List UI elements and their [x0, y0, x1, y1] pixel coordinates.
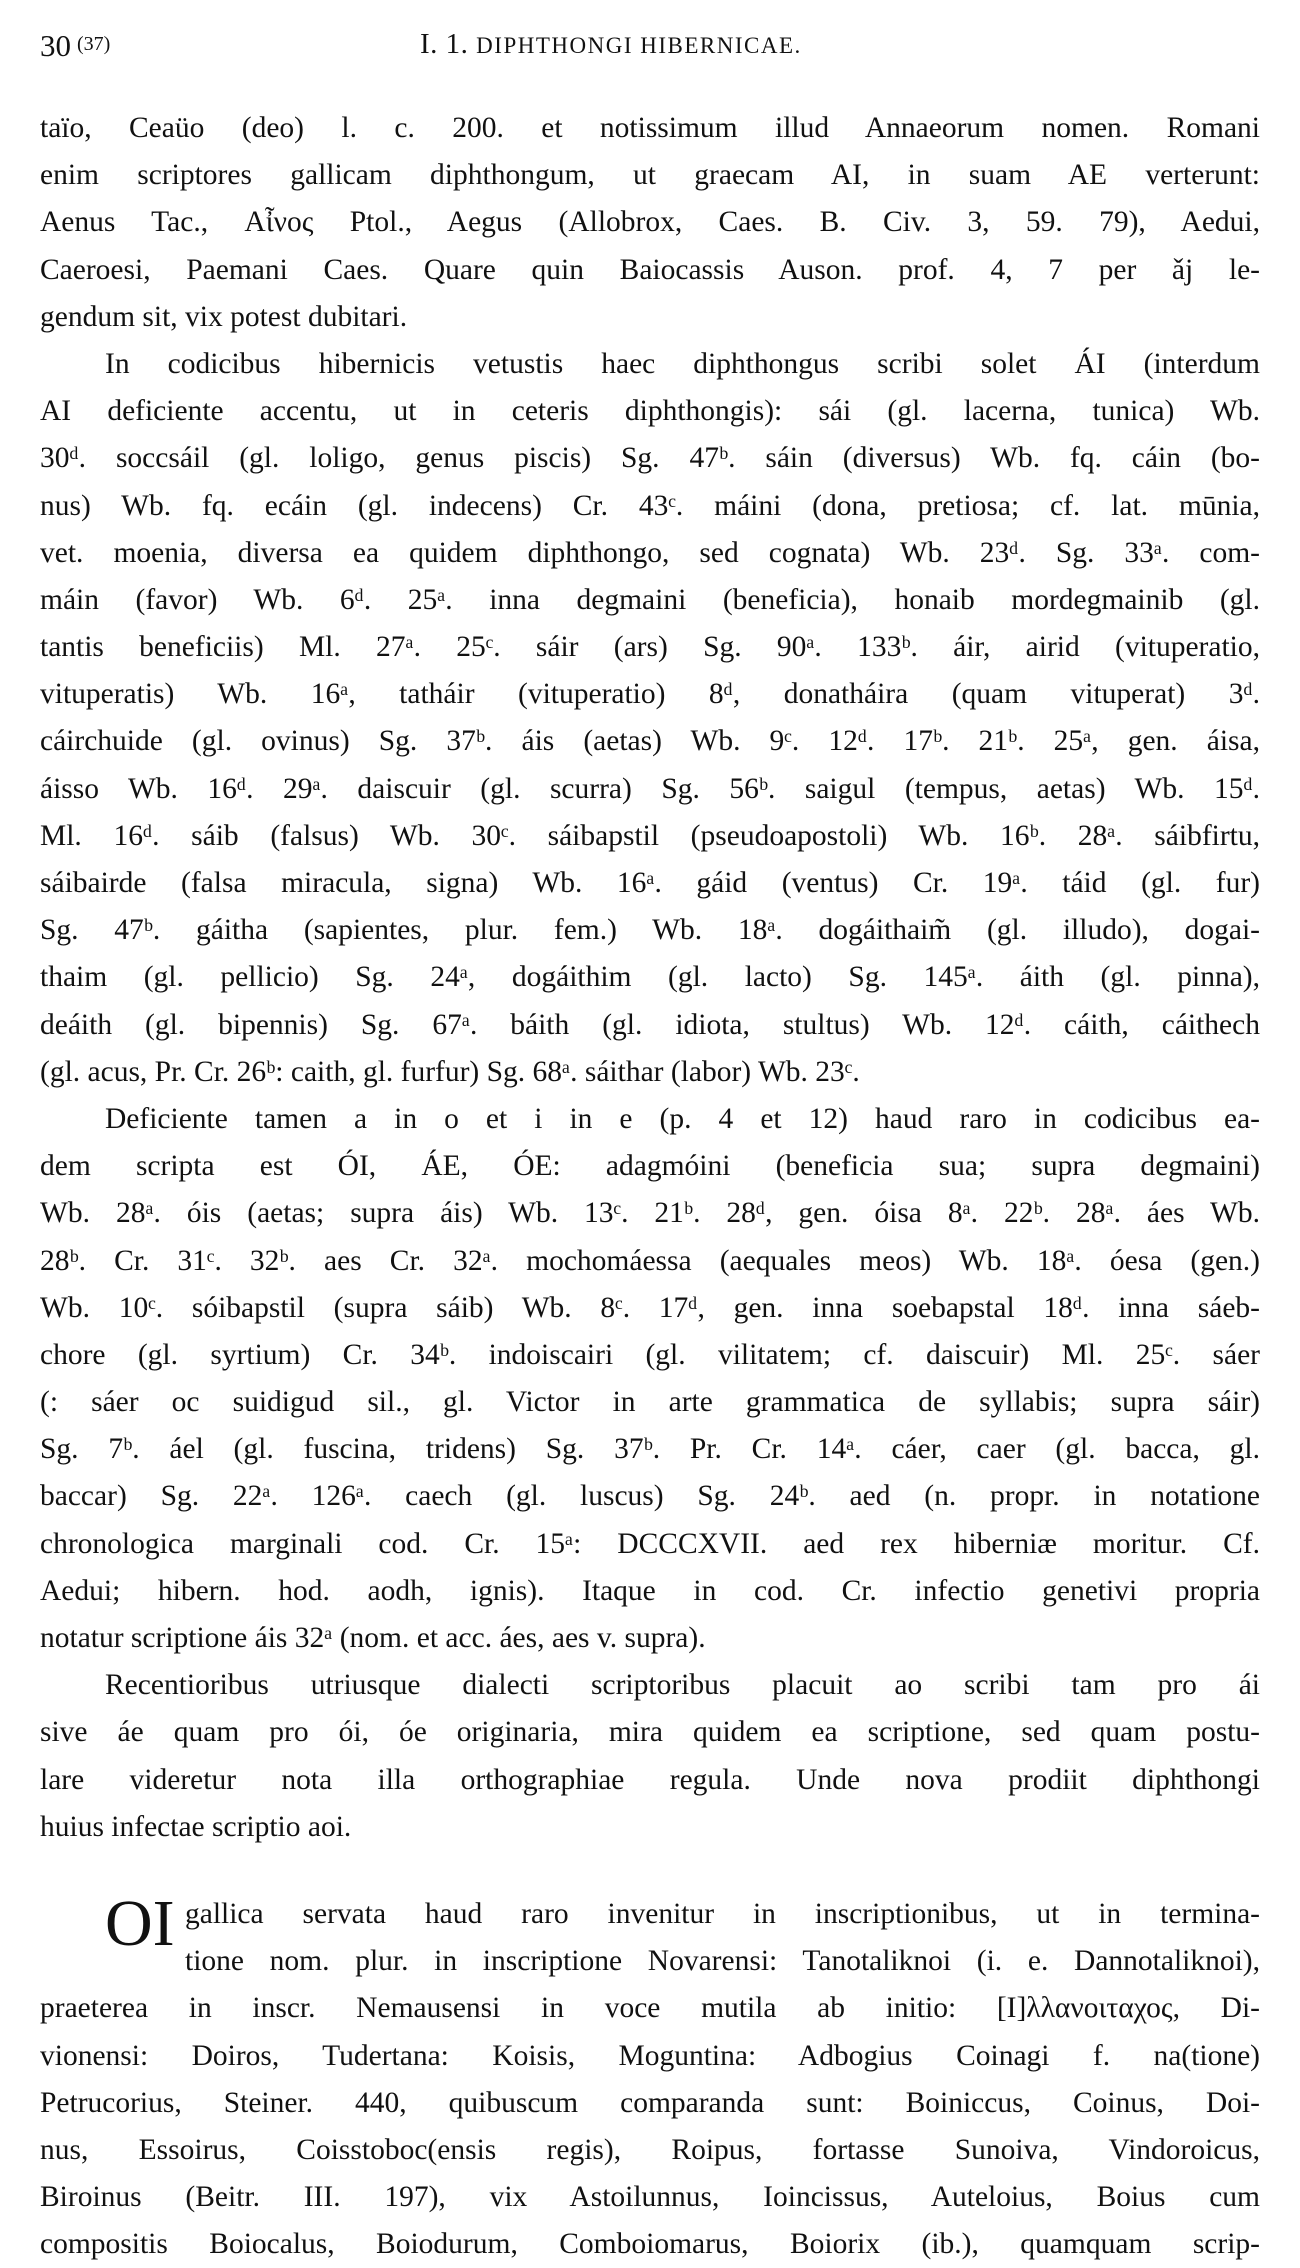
text-line: Aedui; hibern. hod. aodh, ignis). Itaque in cod. Cr. infectio genetivi propria: [40, 1574, 1260, 1607]
text-line: Petrucorius, Steiner. 440, quibuscum comparanda sunt: Boiniccus, Coinus, Doi-: [40, 2086, 1260, 2119]
text-line: Biroinus (Beitr. III. 197), vix Astoilunnus, Ioincissus, Auteloius, Boius cum: [40, 2181, 1260, 2214]
text-line: notatur scriptione áis 32ᵃ (nom. et acc. áes, aes v. supra).: [40, 1622, 706, 1654]
text-line: máin (favor) Wb. 6ᵈ. 25ᵃ. inna degmaini (beneficia), honaib mordegmainib (gl.: [40, 583, 1260, 616]
text-line: lare videretur nota illa orthographiae regula. Unde nova prodiit diphthongi: [40, 1763, 1260, 1796]
oi-lines: [40, 1985, 1260, 2268]
text-line: tione nom. plur. in inscriptione Novarensi: Tanotaliknoi (i. e. Dannotaliknoi),: [185, 1945, 1260, 1978]
text-line: áisso Wb. 16ᵈ. 29ᵃ. daiscuir (gl. scurra) Sg. 56ᵇ. saigul (tempus, aetas) Wb. 15ᵈ.: [40, 772, 1260, 805]
dropcap-heading: OI: [105, 1886, 175, 1960]
body-text: [40, 105, 1260, 2268]
paragraph: [40, 1662, 1260, 1851]
paragraph: [40, 105, 1260, 341]
text-line: Sg. 47ᵇ. gáitha (sapientes, plur. fem.) Wb. 18ᵃ. dogáithaim̃ (gl. illudo), dogai-: [40, 914, 1260, 947]
text-line: taïo, Ceaüo (deo) l. c. 200. et notissimum illud Annaeorum nomen. Romani: [40, 112, 1260, 144]
text-line: huius infectae scriptio aoi.: [40, 1810, 352, 1843]
text-line: praeterea in inscr. Nemausensi in voce mutila ab initio: [Ι]λλανοιταχος, Di-: [40, 1992, 1260, 2025]
paragraphs: [40, 105, 1260, 1851]
page-number-text: 30: [40, 28, 71, 63]
text-line: (gl. acus, Pr. Cr. 26ᵇ: caith, gl. furfur) Sg. 68ᵃ. sáithar (labor) Wb. 23ᶜ.: [40, 1055, 860, 1088]
text-line: dem scripta est ÓI, ÁE, ÓE: adagmóini (beneficia sua; supra degmaini): [40, 1150, 1260, 1183]
page-number: [40, 28, 110, 64]
text-line: Sg. 7ᵇ. áel (gl. fuscina, tridens) Sg. 37ᵇ. Pr. Cr. 14ᵃ. cáer, caer (gl. bacca, gl.: [40, 1433, 1260, 1466]
text-line: Aenus Tac., Αἶνος Ptol., Aegus (Allobrox, Caes. B. Civ. 3, 59. 79), Aedui,: [40, 206, 1260, 239]
text-line: Wb. 28ᵃ. óis (aetas; supra áis) Wb. 13ᶜ. 21ᵇ. 28ᵈ, gen. óisa 8ᵃ. 22ᵇ. 28ᵃ. áes Wb.: [40, 1197, 1260, 1230]
text-line: 30ᵈ. soccsáil (gl. loligo, genus piscis) Sg. 47ᵇ. sáin (diversus) Wb. fq. cáin (bo-: [40, 442, 1260, 475]
text-line: gendum sit, vix potest dubitari.: [40, 300, 408, 333]
page-sub-number: (37): [77, 33, 111, 55]
text-line: Deficiente tamen a in o et i in e (p. 4 et 12) haud raro in codicibus ea-: [105, 1102, 1260, 1135]
text-line: (: sáer oc suidigud sil., gl. Victor in arte grammatica de syllabis; supra sáir): [40, 1386, 1260, 1419]
section-title: [420, 28, 802, 61]
text-line: enim scriptores gallicam diphthongum, ut graecam AI, in suam AE verterunt:: [40, 159, 1260, 192]
text-line: sive áe quam pro ói, óe originaria, mira quidem ea scriptione, sed quam postu-: [40, 1716, 1260, 1749]
text-line: gallica servata haud raro invenitur in inscriptionibus, ut in termina-: [185, 1897, 1260, 1930]
section-gap: [40, 1851, 1260, 1891]
text-line: chore (gl. syrtium) Cr. 34ᵇ. indoiscairi (gl. vilitatem; cf. daiscuir) Ml. 25ᶜ. sáer: [40, 1338, 1260, 1371]
oi-section: [40, 1886, 1260, 2268]
text-line: deáith (gl. bipennis) Sg. 67ᵃ. báith (gl. idiota, stultus) Wb. 12ᵈ. cáith, cáithech: [40, 1008, 1260, 1041]
text-line: Wb. 10ᶜ. sóibapstil (supra sáib) Wb. 8ᶜ. 17ᵈ, gen. inna soebapstal 18ᵈ. inna sáeb-: [40, 1291, 1260, 1324]
text-line: In codicibus hibernicis vetustis haec diphthongus scribi solet ÁI (interdum: [105, 347, 1260, 380]
text-line: tantis beneficiis) Ml. 27ᵃ. 25ᶜ. sáir (ars) Sg. 90ᵃ. 133ᵇ. áir, airid (vituperatio,: [40, 631, 1260, 664]
text-line: vet. moenia, diversa ea quidem diphthongo, sed cognata) Wb. 23ᵈ. Sg. 33ᵃ. com-: [40, 536, 1260, 569]
text-line: Caeroesi, Paemani Caes. Quare quin Baiocassis Auson. prof. 4, 7 per ǎj le-: [40, 253, 1260, 286]
text-line: AI deficiente accentu, ut in ceteris diphthongis): sái (gl. lacerna, tunica) Wb.: [40, 395, 1260, 428]
text-line: 28ᵇ. Cr. 31ᶜ. 32ᵇ. aes Cr. 32ᵃ. mochomáessa (aequales meos) Wb. 18ᵃ. óesa (gen.): [40, 1244, 1260, 1277]
text-line: Ml. 16ᵈ. sáib (falsus) Wb. 30ᶜ. sáibapstil (pseudoapostoli) Wb. 16ᵇ. 28ᵃ. sáibfirtu,: [40, 819, 1260, 852]
section-heading: DIPHTHONGI HIBERNICAE.: [476, 33, 802, 58]
text-line: sáibairde (falsa miracula, signa) Wb. 16ᵃ. gáid (ventus) Cr. 19ᵃ. táid (gl. fur): [40, 867, 1260, 899]
text-line: nus, Essoirus, Coisstoboc(ensis regis), Roipus, fortasse Sunoiva, Vindoroicus,: [40, 2133, 1260, 2166]
text-line: chronologica marginali cod. Cr. 15ᵃ: DCCCXVII. aed rex hiberniæ moritur. Cf.: [40, 1527, 1260, 1560]
text-line: vionensi: Doiros, Tudertana: Koisis, Moguntina: Adbogius Coinagi f. na(tione): [40, 2039, 1260, 2072]
section-number: I. 1.: [420, 28, 469, 60]
text-line: thaim (gl. pellicio) Sg. 24ᵃ, dogáithim (gl. lacto) Sg. 145ᵃ. áith (gl. pinna),: [40, 961, 1260, 994]
text-line: baccar) Sg. 22ᵃ. 126ᵃ. caech (gl. luscus) Sg. 24ᵇ. aed (n. propr. in notatione: [40, 1480, 1260, 1513]
text-line: Recentioribus utriusque dialecti scriptoribus placuit ao scribi tam pro ái: [105, 1669, 1260, 1702]
text-line: cáirchuide (gl. ovinus) Sg. 37ᵇ. áis (aetas) Wb. 9ᶜ. 12ᵈ. 17ᵇ. 21ᵇ. 25ᵃ, gen. áisa,: [40, 725, 1260, 758]
paragraph: [40, 1096, 1260, 1662]
running-header: [40, 28, 1260, 68]
paragraph: [40, 341, 1260, 1096]
text-line: vituperatis) Wb. 16ᵃ, tatháir (vituperatio) 8ᵈ, donatháira (quam vituperat) 3ᵈ.: [40, 678, 1260, 711]
text-line: compositis Boiocalus, Boiodurum, Comboiomarus, Boiorix (ib.), quamquam scrip-: [40, 2228, 1260, 2261]
text-line: nus) Wb. fq. ecáin (gl. indecens) Cr. 43ᶜ. máini (dona, pretiosa; cf. lat. mūnia,: [40, 489, 1260, 522]
